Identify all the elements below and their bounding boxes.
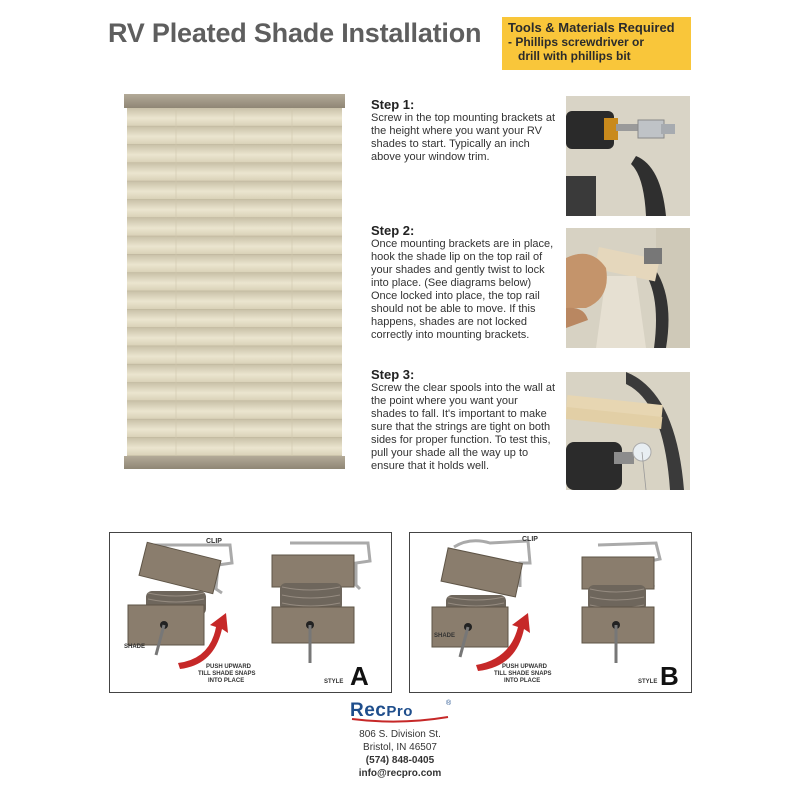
style-letter: A [350,661,369,691]
shade-label: SHADE [124,644,146,650]
push-text-1: PUSH UPWARD [206,664,252,670]
push-text-3: INTO PLACE [208,678,245,684]
tools-item-2: drill with phillips bit [518,49,631,63]
step-1-title: Step 1: [371,97,415,112]
shade-pleat [127,145,342,163]
push-text-2: TILL SHADE SNAPS [494,671,552,677]
shade-pleat [127,438,342,456]
style-letter: B [660,661,679,691]
tools-heading: Tools & Materials Required [508,20,675,35]
shade-pleat [127,236,342,254]
shade-pleat [127,273,342,291]
clip-label: CLIP [522,536,538,543]
style-label: STYLE [638,679,658,685]
logo-text-rec: Rec [350,700,387,721]
tools-item-1: - Phillips screwdriver or [508,35,645,49]
shade-top-rail [124,94,345,108]
shade-bottom-rail [124,456,345,469]
shade-pleat [127,364,342,382]
step-3-text: Screw the clear spools into the wall at the point where you want your shades to fall. It's important to make sure that the strings are tight on both sides for proper function. To test this, pull your shade all the way up to ensure that it holds well. [371,382,556,472]
push-text-2: TILL SHADE SNAPS [198,671,256,677]
style-label: STYLE [324,679,344,685]
shade-pleat [127,200,342,218]
contact-phone: (574) 848-0405 [365,755,435,766]
pleated-shade-image [124,94,345,469]
shade-pleat [127,255,342,273]
address-city: Bristol, IN 46507 [363,742,437,753]
tools-box [502,17,691,70]
push-text-3: INTO PLACE [504,678,541,684]
shade-pleat [127,328,342,346]
push-text-1: PUSH UPWARD [502,664,548,670]
step-1-photo [566,96,690,216]
step-3 [371,368,556,473]
shade-pleat [127,218,342,236]
clip-label: CLIP [206,538,222,545]
shade-pleat [127,383,342,401]
shade-pleat [127,108,342,126]
step-3-title: Step 3: [371,367,415,382]
step-2-photo [566,228,690,348]
step-1 [371,98,556,164]
step-3-photo [566,372,690,490]
registered-mark: ® [446,700,452,707]
address-street: 806 S. Division St. [359,729,441,740]
page-title: RV Pleated Shade Installation [108,18,482,48]
recpro-logo [350,697,455,723]
shade-pleat [127,346,342,364]
shade-pleat [127,163,342,181]
shade-label: SHADE [434,633,456,639]
shade-pleat [127,126,342,144]
contact-email[interactable]: info@recpro.com [358,768,442,779]
svg-text:RecPro [350,700,413,721]
step-2-title: Step 2: [371,223,415,238]
step-2-text: Once mounting brackets are in place, hook the shade lip on the top rail of your shades and gently twist to lock into place. (See diagrams below) Once locked into place, the top rail should not be able to move. If this happens, shades are not locked correctly into mounting brackets. [371,238,554,341]
shade-pleat [127,419,342,437]
shade-pleat [127,309,342,327]
shade-pleat [127,291,342,309]
step-2 [371,224,556,342]
shade-pleat [127,401,342,419]
shade-pleat [127,181,342,199]
diagram-style-a [109,532,392,693]
diagram-style-b [409,532,692,693]
logo-text-pro: Pro [386,703,413,720]
step-1-text: Screw in the top mounting brackets at the height where you want your RV shades to start. Typically an inch above your window trim. [371,112,556,163]
